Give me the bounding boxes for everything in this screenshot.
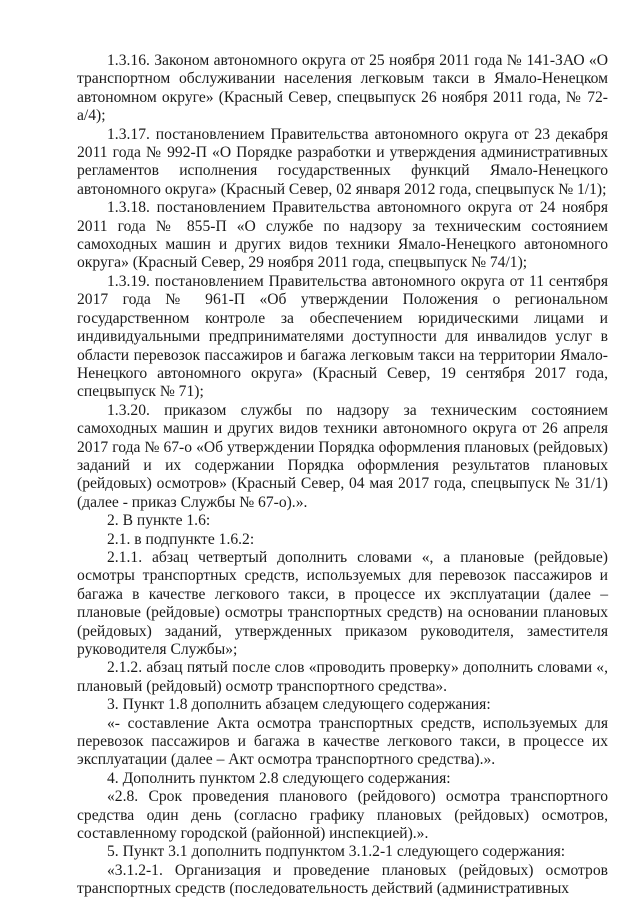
paragraph-4-quote: «2.8. Срок проведения планового (рейдового) осмотра транспортного средства один день (согласно графику плановых (рейдовых) осмотров, составленному городской (районной) инспекцией).». xyxy=(77,788,608,843)
paragraph-3-quote: «- составление Акта осмотра транспортных средств, используемых для перевозок пассажиров и багажа в качестве легкового такси, в процессе их эксплуатации (далее – Акт осмотра транспортного средства).». xyxy=(77,714,608,769)
paragraph-2-1-1: 2.1.1. абзац четвертый дополнить словами «, а плановые (рейдовые) осмотры транспортных средств, используемых для перевозок пассажиров и багажа в качестве легкового такси, в процессе их эксплуатации (далее – плановые (рейдовые) осмотры транспортных средств) на основании плановых (рейдовых) заданий, утвержденных приказом руководителя, заместителя руководителя Службы»; xyxy=(77,548,608,658)
paragraph-4: 4. Дополнить пунктом 2.8 следующего содержания: xyxy=(107,769,451,787)
paragraph-2-1-2: 2.1.2. абзац пятый после слов «проводить проверку» дополнить словами «, плановый (рейдовый) осмотр транспортного средства». xyxy=(77,659,608,695)
paragraph-2-1: 2.1. в подпункте 1.6.2: xyxy=(107,530,255,548)
paragraph-1-3-17: 1.3.17. постановлением Правительства автономного округа от 23 декабря 2011 года № 992-П «О Порядке разработки и утверждения административных регламентов исполнения государственных функций Ямало-Ненецкого автономного округа» (Красный Север, 02 января 2012 года, спецвыпуск № 1/1); xyxy=(77,125,608,198)
paragraph-2: 2. В пункте 1.6: xyxy=(107,512,211,530)
paragraph-1-3-20: 1.3.20. приказом службы по надзору за техническим состоянием самоходных машин и других видов техники автономного округа от 26 апреля 2017 года № 67-о «Об утверждении Порядка оформления плановых (рейдовых) заданий и их содержании Порядка оформления результатов плановых (рейдовых) осмотров» (Красный Север, 04 мая 2017 года, спецвыпуск № 31/1) (далее - приказ Службы № 67-о).». xyxy=(77,401,608,511)
paragraph-5: 5. Пункт 3.1 дополнить подпунктом 3.1.2-1 следующего содержания: xyxy=(107,843,566,861)
paragraph-3: 3. Пункт 1.8 дополнить абзацем следующего содержания: xyxy=(107,696,491,714)
paragraph-1-3-19: 1.3.19. постановлением Правительства автономного округа от 11 сентября 2017 года № 961-П «Об утверждении Положения о региональном государственном контроле за обеспечением юридическими лицами и индивидуальными предпринимателями доступности для инвалидов услуг в области перевозок пассажиров и багажа легковым такси на территории Ямало-Ненецкого автономного округа» (Красный Север, 19 сентября 2017 года, спецвыпуск № 71); xyxy=(77,272,608,401)
paragraph-1-3-18: 1.3.18. постановлением Правительства автономного округа от 24 ноября 2011 года № 855-П «О службе по надзору за техническим состоянием самоходных машин и других видов техники Ямало-Ненецкого автономного округа» (Красный Север, 29 ноября 2011 года, спецвыпуск № 74/1); xyxy=(77,199,608,272)
paragraph-5-quote: «3.1.2-1. Организация и проведение плановых (рейдовых) осмотров транспортных средств (последовательность действий (административных xyxy=(77,861,608,898)
paragraph-1-3-16: 1.3.16. Законом автономного округа от 25 ноября 2011 года № 141-ЗАО «О транспортном обслуживании населения легковым такси в Ямало-Ненецком автономном округе» (Красный Север, спецвыпуск 26 ноября 2011 года, № 72-а/4); xyxy=(77,52,608,125)
